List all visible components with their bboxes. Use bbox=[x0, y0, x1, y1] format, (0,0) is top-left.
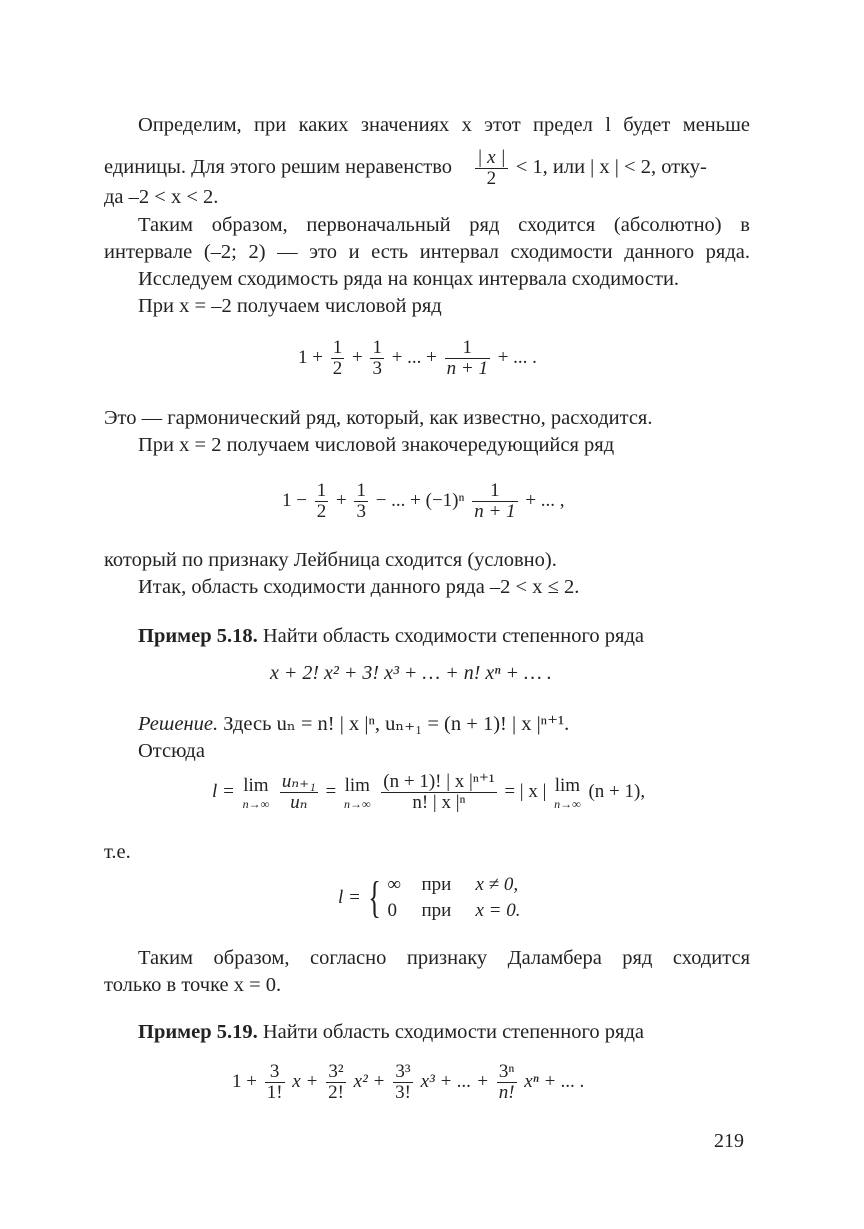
formula-term: + bbox=[351, 346, 363, 368]
case-condition: x = 0. bbox=[475, 900, 521, 921]
fraction-numerator: uₙ₊₁ bbox=[281, 771, 316, 792]
formula-term: l = bbox=[338, 887, 361, 908]
formula-term: − ... + (−1)ⁿ bbox=[375, 489, 465, 511]
fraction-numerator: 1 bbox=[332, 337, 343, 358]
page-number: 219 bbox=[714, 1130, 744, 1152]
fraction-denominator: 2 bbox=[332, 357, 343, 379]
fraction bbox=[381, 772, 496, 813]
left-brace: { bbox=[367, 873, 381, 922]
fraction-numerator: 3ⁿ bbox=[497, 1062, 517, 1083]
case-row bbox=[387, 898, 520, 924]
formula-term: x³ + ... + bbox=[420, 1070, 489, 1092]
fraction bbox=[445, 338, 490, 379]
fraction-denominator: uₙ bbox=[290, 791, 308, 813]
formula-term: x + bbox=[292, 1070, 319, 1092]
paragraph-line: Итак, область сходимости данного ряда –2 < x ≤ 2. bbox=[138, 576, 580, 598]
formula-term: + ... . bbox=[497, 346, 537, 368]
formula-term: + ... + bbox=[391, 346, 437, 368]
paragraph-line: При x = 2 получаем числовой знакочередующийся ряд bbox=[138, 434, 615, 456]
fraction-denominator: 2 bbox=[486, 167, 497, 189]
case-word: при bbox=[421, 900, 452, 921]
lim-word: lim bbox=[344, 775, 370, 797]
example-label: Пример 5.18. bbox=[138, 625, 258, 647]
series-18-formula: x + 2! x² + 3! x³ + … + n! xⁿ + … . bbox=[270, 662, 552, 684]
limit-formula bbox=[212, 772, 645, 813]
example-heading bbox=[138, 622, 644, 650]
fraction-numerator: 1 bbox=[372, 337, 382, 358]
case-row bbox=[387, 872, 520, 898]
formula-term: 1 + bbox=[298, 346, 323, 368]
fraction-denominator: n! bbox=[498, 1081, 515, 1103]
fraction-denominator: n + 1 bbox=[446, 357, 488, 379]
fraction-numerator: (n + 1)! | x |ⁿ⁺¹ bbox=[383, 771, 495, 792]
lim-subscript: n→∞ bbox=[343, 796, 371, 811]
paragraph-line: Отсюда bbox=[138, 740, 205, 762]
alternating-series-formula bbox=[282, 481, 565, 522]
fraction-denominator: 3! bbox=[395, 1081, 411, 1103]
text: единицы. Для этого решим неравенство bbox=[104, 156, 453, 179]
paragraph-line: При x = –2 получаем числовой ряд bbox=[138, 295, 442, 317]
case-word: при bbox=[421, 874, 452, 895]
paragraph-line: да –2 < x < 2. bbox=[104, 186, 219, 208]
case-value: 0 bbox=[387, 900, 397, 921]
formula-term: (n + 1), bbox=[588, 780, 646, 802]
paragraph-line: Исследуем сходимость ряда на концах интервала сходимости. bbox=[138, 268, 680, 290]
example-text: Найти область сходимости степенного ряда bbox=[262, 625, 644, 647]
formula-term: x² + bbox=[353, 1070, 386, 1092]
text: < 1, или | x | < 2, отку- bbox=[515, 156, 707, 179]
fraction bbox=[497, 1062, 517, 1103]
paragraph-line: Таким образом, согласно признаку Даламбера ряд сходится bbox=[138, 947, 750, 969]
formula-term: + ... , bbox=[525, 489, 565, 511]
formula-term: xⁿ + ... . bbox=[524, 1070, 585, 1092]
cases-formula bbox=[338, 872, 521, 924]
fraction bbox=[370, 338, 384, 379]
fraction bbox=[326, 1062, 346, 1103]
solution-text: Здесь uₙ = n! | x |ⁿ, uₙ₊₁ = (n + 1)! | x |ⁿ⁺¹. bbox=[223, 713, 570, 735]
formula-term: l = bbox=[212, 780, 235, 802]
fraction bbox=[280, 772, 318, 813]
fraction-denominator: 1! bbox=[266, 1081, 283, 1103]
limit-operator bbox=[344, 775, 371, 810]
lim-subscript: n→∞ bbox=[242, 796, 270, 811]
limit-operator bbox=[243, 775, 270, 810]
paragraph-line: Это — гармонический ряд, который, как известно, расходится. bbox=[104, 407, 653, 429]
solution-label: Решение. bbox=[138, 713, 219, 735]
cases-block bbox=[387, 872, 520, 924]
fraction-numerator: 1 bbox=[356, 480, 366, 501]
fraction-denominator: 3 bbox=[372, 357, 382, 379]
fraction-denominator: n + 1 bbox=[474, 500, 516, 522]
lim-word: lim bbox=[243, 775, 269, 797]
case-value: ∞ bbox=[387, 874, 402, 895]
fraction bbox=[393, 1062, 413, 1103]
fraction-denominator: 2 bbox=[316, 500, 327, 522]
fraction bbox=[472, 481, 517, 522]
limit-operator bbox=[554, 775, 581, 810]
case-condition: x ≠ 0, bbox=[475, 874, 519, 895]
fraction bbox=[265, 1062, 285, 1103]
series-19-formula bbox=[232, 1062, 585, 1103]
lim-word: lim bbox=[554, 775, 581, 797]
paragraph-line: Таким образом, первоначальный ряд сходится (абсолютно) в bbox=[138, 214, 750, 236]
formula-term: = bbox=[325, 780, 337, 802]
fraction-numerator: 3 bbox=[265, 1062, 285, 1083]
formula-term: 1 − bbox=[282, 489, 307, 511]
paragraph-line: т.е. bbox=[104, 841, 131, 863]
paragraph-line: Определим, при каких значениях x этот предел l будет меньше bbox=[138, 114, 750, 136]
fraction-denominator: 2! bbox=[328, 1081, 344, 1103]
paragraph-line: интервале (–2; 2) — это и есть интервал сходимости данного ряда. bbox=[104, 241, 750, 263]
fraction-numerator: 1 bbox=[316, 480, 327, 501]
fraction-denominator: 3 bbox=[356, 500, 366, 522]
fraction-numerator: 3² bbox=[326, 1062, 346, 1083]
fraction-numerator: 1 bbox=[445, 338, 490, 359]
fraction-denominator: n! | x |ⁿ bbox=[412, 791, 466, 813]
fraction-numerator: 3³ bbox=[393, 1062, 413, 1083]
fraction bbox=[315, 481, 329, 522]
paragraph-line: только в точке x = 0. bbox=[104, 974, 282, 996]
example-text: Найти область сходимости степенного ряда bbox=[262, 1021, 644, 1043]
formula-term: + bbox=[335, 489, 347, 511]
paragraph-line: который по признаку Лейбница сходится (условно). bbox=[104, 549, 557, 571]
fraction bbox=[331, 338, 345, 379]
fraction bbox=[354, 481, 368, 522]
formula-term: 1 + bbox=[232, 1070, 257, 1092]
fraction-numerator: | x | bbox=[477, 147, 506, 168]
example-label: Пример 5.19. bbox=[138, 1021, 258, 1043]
example-heading bbox=[138, 1018, 644, 1046]
harmonic-series-formula bbox=[298, 338, 537, 379]
fraction-numerator: 1 bbox=[472, 481, 517, 502]
inequality-fraction bbox=[475, 148, 507, 189]
solution-line bbox=[138, 710, 569, 738]
lim-subscript: n→∞ bbox=[554, 796, 581, 811]
formula-term: = | x | bbox=[504, 780, 547, 802]
